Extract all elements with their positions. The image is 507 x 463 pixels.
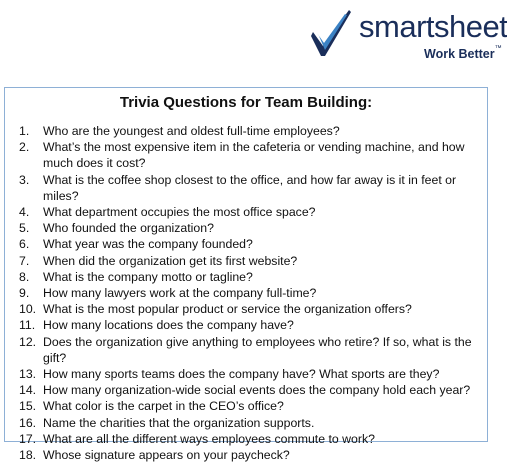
question-number: 18. (19, 448, 37, 463)
question-item (19, 382, 481, 398)
logo-tagline: Work Better™ (424, 45, 502, 61)
smartsheet-logo (309, 6, 507, 66)
question-number: 2. (19, 140, 30, 155)
question-text: Who founded the organization? (43, 221, 214, 236)
question-item (19, 220, 481, 236)
question-text: How many organization-wide social events does the company hold each year? (43, 383, 471, 398)
question-item (19, 366, 481, 382)
logo-wordmark: smartsheet (359, 9, 507, 44)
question-text: What’s the most expensive item in the cafeteria or vending machine, and how much does it cost? (43, 140, 465, 171)
question-item (19, 236, 481, 252)
question-text: Does the organization give anything to employees who retire? If so, what is the gift? (43, 334, 472, 365)
question-text: How many sports teams does the company have? What sports are they? (43, 367, 440, 382)
question-item (19, 172, 481, 204)
question-number: 17. (19, 431, 37, 446)
question-number: 1. (19, 124, 30, 138)
question-item (19, 269, 481, 285)
question-text: How many lawyers work at the company full-time? (43, 286, 317, 301)
question-number: 13. (19, 367, 37, 382)
question-text: Whose signature appears on your paycheck? (43, 448, 290, 463)
checkmark-logo-icon (309, 6, 355, 58)
question-list (19, 123, 481, 463)
question-text: What are all the different ways employees commute to work? (43, 431, 375, 446)
question-number: 15. (19, 399, 37, 414)
question-item (19, 139, 481, 171)
question-number: 3. (19, 172, 30, 187)
question-item (19, 123, 481, 139)
question-number: 5. (19, 221, 30, 236)
question-item (19, 253, 481, 269)
question-text: What is the coffee shop closest to the office, and how far away is it in feet or miles? (43, 172, 457, 203)
question-text: How many locations does the company have? (43, 318, 294, 333)
question-item (19, 415, 481, 431)
question-text: What department occupies the most office space? (43, 205, 316, 220)
question-item (19, 317, 481, 333)
question-number: 10. (19, 302, 37, 317)
question-text: What year was the company founded? (43, 237, 253, 252)
question-number: 14. (19, 383, 37, 398)
question-item (19, 334, 481, 366)
question-item (19, 301, 481, 317)
question-text: What is the most popular product or service the organization offers? (43, 302, 412, 317)
question-number: 12. (19, 334, 37, 349)
question-number: 16. (19, 415, 37, 430)
question-text: Who are the youngest and oldest full-time employees? (43, 124, 340, 138)
question-item (19, 447, 481, 463)
question-item (19, 204, 481, 220)
question-number: 6. (19, 237, 30, 252)
question-item (19, 398, 481, 414)
question-number: 11. (19, 318, 36, 333)
document-title: Trivia Questions for Team Building: (119, 94, 373, 111)
question-number: 4. (19, 205, 30, 220)
question-number: 8. (19, 269, 30, 284)
question-text: When did the organization get its first website? (43, 253, 298, 268)
question-text: What color is the carpet in the CEO’s office? (43, 399, 284, 414)
question-text: Name the charities that the organization supports. (43, 415, 315, 430)
question-number: 9. (19, 286, 30, 301)
question-number: 7. (19, 253, 30, 268)
question-item (19, 285, 481, 301)
question-item (19, 431, 481, 447)
trivia-card (4, 87, 488, 463)
question-text: What is the company motto or tagline? (43, 269, 253, 284)
